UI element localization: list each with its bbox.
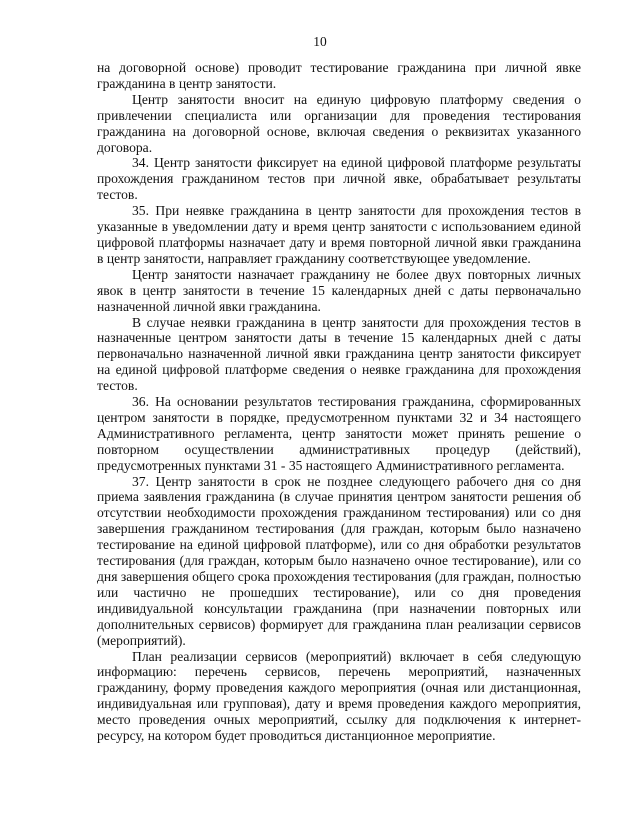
paragraph-continuation: на договорной основе) проводит тестирование гражданина при личной явке гражданина в центр занятости.	[97, 60, 581, 91]
page-number: 10	[313, 34, 327, 49]
paragraph-repeat-visits: Центр занятости назначает гражданину не более двух повторных личных явок в центр занятости в течение 15 календарных дней с даты первоначально назначенной личной явки гражданина.	[97, 266, 581, 314]
paragraph-item-37: 37. Центр занятости в срок не позднее следующего рабочего дня со дня приема заявления гражданина (в случае принятия центром занятости решения об отсутствии необходимости прохождения гражданином тестирования) или со дня завершения гражданином тестирования (для граждан, которым было назначено тестирование на единой цифровой платформе), или со дня обработки результатов тестирования (для граждан, которым было назначено очное тестирование), или со дня завершения общего срока прохождения тестирования (для граждан, полностью или частично не прошедших тестирование), или со дня проведения индивидуальной консультации гражданина (при назначении повторных или дополнительных сервисов) формирует для гражданина план реализации сервисов (мероприятий).	[97, 473, 581, 648]
paragraph-plan-contents: План реализации сервисов (мероприятий) включает в себя следующую информацию: перечень сервисов, перечень мероприятий, назначенных гражданину, форму проведения каждого мероприятия (очная или дистанционная, индивидуальная или групповая), дату и время проведения каждого мероприятия, место проведения очных мероприятий, ссылку для подключения к интернет-ресурсу, на котором будет проводиться дистанционное мероприятие.	[97, 648, 581, 744]
paragraph-item-34: 34. Центр занятости фиксирует на единой цифровой платформе результаты прохождения гражданином тестов при личной явке, обрабатывает результаты тестов.	[97, 155, 581, 203]
paragraph-item-35: 35. При неявке гражданина в центр занятости для прохождения тестов в указанные в уведомлении дату и время центр занятости с использованием единой цифровой платформы назначает дату и время повторной личной явки гражданина в центр занятости, направляет гражданину соответствующее уведомление.	[97, 203, 581, 266]
paragraph-specialist-info: Центр занятости вносит на единую цифровую платформу сведения о привлечении специалиста или организации для проведения тестирования гражданина на договорной основе, включая сведения о реквизитах указанного договора.	[97, 91, 581, 155]
paragraph-no-show: В случае неявки гражданина в центр занятости для прохождения тестов в назначенные центром занятости даты в течение 15 календарных дней с даты первоначально назначенной личной явки гражданина центр занятости фиксирует на единой цифровой платформе сведения о неявке гражданина для прохождения тестов.	[97, 314, 581, 394]
document-body	[97, 60, 581, 744]
paragraph-item-36: 36. На основании результатов тестирования гражданина, сформированных центром занятости в порядке, предусмотренном пунктами 32 и 34 настоящего Административного регламента, центр занятости может принять решение о повторном осуществлении административных процедур (действий), предусмотренных пунктами 31 - 35 настоящего Административного регламента.	[97, 394, 581, 473]
